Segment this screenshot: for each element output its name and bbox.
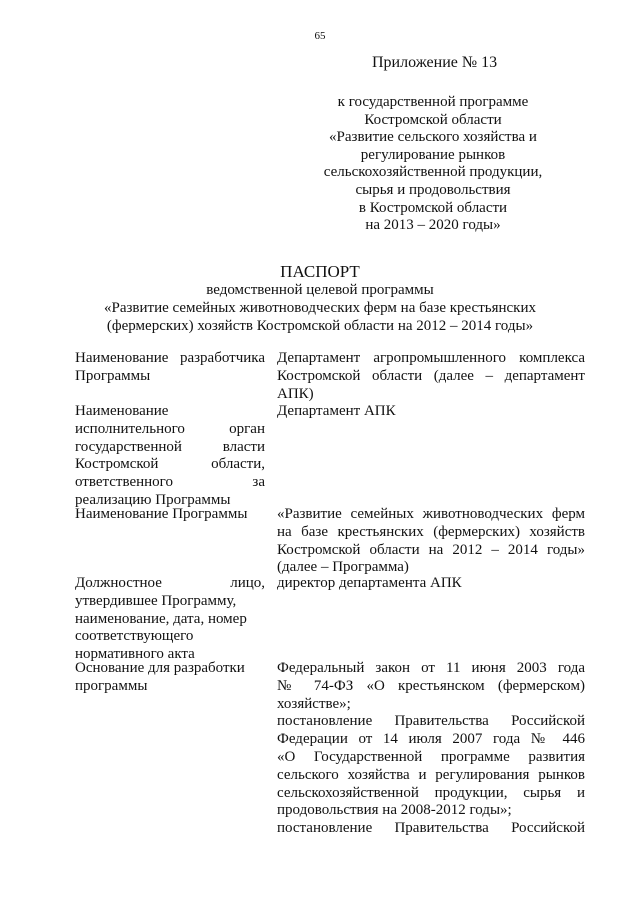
row-value bbox=[277, 350, 585, 403]
row-value-line: директор департамента АПК bbox=[277, 575, 462, 591]
appendix-title: Приложение № 13 bbox=[372, 54, 498, 71]
row-label bbox=[75, 506, 265, 524]
appendix-line: на 2013 – 2020 годы» bbox=[365, 217, 501, 234]
passport-heading: ПАСПОРТ bbox=[280, 262, 360, 281]
appendix-line: сельскохозяйственной продукции, bbox=[323, 164, 543, 181]
row-value-line: Федеральный закон от 11 июня 2003 года bbox=[277, 660, 585, 676]
row-value-line: АПК) bbox=[277, 385, 314, 402]
row-value-line: Департамент АПК bbox=[277, 403, 396, 419]
appendix-line: в Костромской области bbox=[358, 199, 508, 216]
row-label-line: соответствующего bbox=[75, 628, 194, 645]
row-value-line: постановление Правительства Российской bbox=[277, 820, 585, 837]
row-value-line: Костромской области на 2012 – 2014 годы» bbox=[277, 541, 585, 558]
passport-subtitle bbox=[0, 281, 640, 335]
row-label-line: наименование, дата, номер bbox=[75, 610, 247, 627]
row-label-line: Основание для разработки bbox=[75, 660, 245, 676]
row-value-line: сельскохозяйственной продукции, сырья и bbox=[277, 784, 585, 801]
row-value bbox=[277, 575, 585, 593]
row-value-line: Костромской области (далее – департамент bbox=[277, 367, 585, 384]
row-value-line: продовольствия на 2008-2012 годы»; bbox=[277, 802, 512, 819]
row-label-line: Наименование bbox=[75, 403, 169, 419]
row-value bbox=[277, 506, 585, 577]
row-label-line: Наименование разработчика bbox=[75, 350, 265, 366]
row-value-line: на базе крестьянских (фермерских) хозяйств bbox=[277, 523, 585, 540]
row-label-line: Должностное лицо, bbox=[75, 575, 265, 591]
row-label-line: Костромской области, bbox=[75, 456, 265, 473]
appendix-line: к государственной программе bbox=[337, 94, 529, 110]
row-value-line: «Развитие семейных животноводческих ферм bbox=[277, 506, 585, 522]
appendix-subtitle bbox=[318, 94, 548, 235]
passport-sub-line: (фермерских) хозяйств Костромской области на 2012 – 2014 годы» bbox=[106, 318, 534, 334]
appendix-line: регулирование рынков bbox=[360, 146, 506, 163]
row-label-line: ответственного за bbox=[75, 474, 265, 491]
row-label bbox=[75, 350, 265, 386]
row-label-line: Программы bbox=[75, 367, 151, 384]
row-value-line: № 74-ФЗ «О крестьянском (фермерском) bbox=[277, 677, 585, 694]
row-value-line: Департамент агропромышленного комплекса bbox=[277, 350, 585, 366]
row-label bbox=[75, 403, 265, 510]
row-value-line: «О Государственной программе развития bbox=[277, 748, 585, 765]
row-value-line: хозяйстве»; bbox=[277, 695, 351, 712]
row-label-line: реализацию Программы bbox=[75, 491, 231, 508]
row-label bbox=[75, 575, 265, 664]
appendix-line: «Развитие сельского хозяйства и bbox=[329, 129, 537, 146]
row-value-line: Федерации от 14 июля 2007 года № 446 bbox=[277, 731, 585, 748]
row-value-line: (далее – Программа) bbox=[277, 559, 409, 576]
row-label-line: исполнительного орган bbox=[75, 420, 265, 437]
row-value-line: сельского хозяйства и регулирования рынков bbox=[277, 766, 585, 783]
row-label-line: Наименование Программы bbox=[75, 506, 248, 522]
row-label-line: программы bbox=[75, 677, 148, 694]
appendix-line: сырья и продовольствия bbox=[355, 181, 511, 198]
row-label-line: государственной власти bbox=[75, 438, 265, 455]
page-number: 65 bbox=[314, 30, 326, 42]
passport-sub-line: «Развитие семейных животноводческих ферм на базе крестьянских bbox=[103, 300, 536, 316]
row-label-line: утвердившее Программу, bbox=[75, 592, 237, 609]
passport-sub-line: ведомственной целевой программы bbox=[206, 282, 434, 298]
row-label bbox=[75, 660, 265, 696]
row-value bbox=[277, 403, 585, 421]
row-label-line: нормативного акта bbox=[75, 646, 195, 663]
row-value-line: постановление Правительства Российской bbox=[277, 713, 585, 730]
row-value bbox=[277, 660, 585, 838]
appendix-line: Костромской области bbox=[364, 111, 502, 128]
